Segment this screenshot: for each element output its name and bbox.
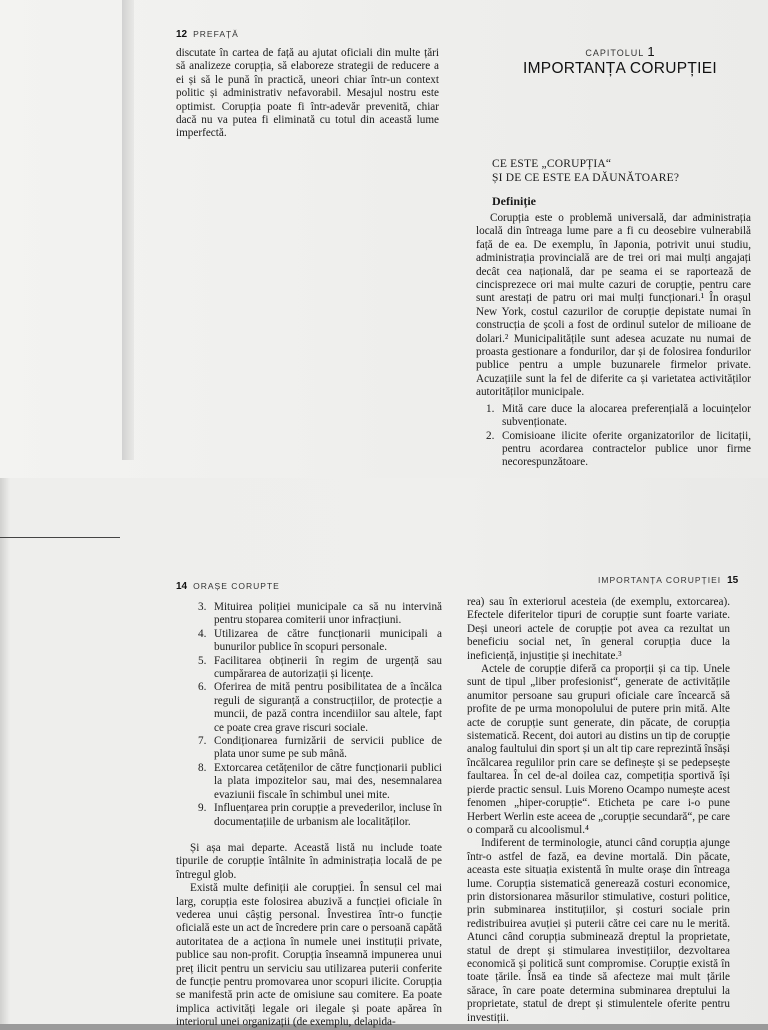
running-head-title: IMPORTANȚA CORUPȚIEI (598, 575, 722, 585)
list-item-number: 7. (198, 735, 207, 748)
section-heading (492, 157, 752, 185)
chapter-title: IMPORTANȚA CORUPȚIEI (522, 60, 718, 77)
body-paragraph: Indiferent de terminologie, atunci când corupția ajunge într-o astfel de fază, ea devine mortală. Din păcate, aceasta este situația existentă în multe orașe din întreaga lume. Corupția sistematică generează costuri economice, prin distorsionarea măsurilor stimulative, costuri politice, prin subminarea instituțiilor, și costuri sociale prin redistribuirea avuției și puterii către cei care nu le merită. Atunci când corupția subminează dreptul la proprietate, statul de drept și stimularea investițiilor, dezvoltarea economică și politică sunt compromise. Corupție există în toate țările. Însă ea tinde să afecteze mai mult țările sărace, în care poate determina subminarea dreptului la proprietate, statul de drept și stimulentele oferite pentru investiții. (467, 837, 730, 1024)
page-number: 14 (176, 581, 188, 592)
list-item-number: 9. (198, 802, 207, 815)
running-head-title: ORAȘE CORUPTE (193, 581, 280, 591)
chapter-number: 1 (647, 44, 655, 59)
list-item (198, 628, 442, 655)
running-head-title: PREFAȚĂ (193, 29, 239, 39)
list-item-text: Utilizarea de către funcționarii municipali a bunurilor publice în scopuri personale. (214, 627, 442, 654)
bottom-left-body (176, 601, 442, 1030)
subheading-definitie: Definiție (492, 194, 536, 208)
running-head-page-14 (176, 581, 280, 592)
list-item-number: 3. (198, 601, 207, 613)
section-heading-line1: CE ESTE „CORUPȚIA“ (492, 158, 612, 170)
list-item (198, 802, 442, 829)
page-number: 15 (727, 575, 739, 586)
list-item (198, 681, 442, 735)
chapter-paragraph: Corupția este o problemă universală, dar administrația locală din întreaga lume pare a fi cu deosebire vulnerabilă față de ea. De exemplu, în Japonia, potrivit unui studiu, administrația provincială are de trei ori mai mulți angajați decât cea națională, dar pe seama ei se raportează de cincisprezece ori mai multe cazuri de corupție, pentru care sunt arestați de patru ori mai mulți funcționari.¹ În orașul New York, costul cazurilor de corupție depistate numai în construcția de școli a fost de ordinul sutelor de milioane de dolari.² Municipalitățile sunt adesea acuzate nu numai de proasta gestionare a fondurilor, dar și de folosirea fondurilor publice pentru a umple buzunarele firmelor private. Acuzațiile sunt la fel de diferite ca și varietatea activităților autorităților municipale. (476, 212, 751, 399)
list-item (198, 655, 442, 682)
corruption-list-bottom (198, 601, 442, 829)
page-number: 12 (176, 29, 188, 40)
bottom-right-body (467, 596, 730, 1025)
list-item-text: Extorcarea cetățenilor de către funcționarii publici la plata impozitelor sau, mai des, nesemnalarea evaziunii fiscale în schimbul unei mite. (214, 761, 442, 801)
running-head-page-15 (598, 575, 738, 586)
list-item-text: Facilitarea obținerii în regim de urgență sau cumpărarea de autorizații și licențe. (214, 654, 442, 681)
list-item-number: 2. (486, 429, 495, 442)
preface-continuation (176, 47, 439, 141)
body-paragraph: Actele de corupție diferă ca proporții și ca tip. Unele sunt de tipul „liber profesionist“, generate de activitățile anumitor persoane sau grupuri oficiale care încearcă să profite de pe urma monopolului de putere prin mită. Alte acte de corupție sunt generate, din păcate, de corupția sistematică. Recent, doi autori au distins un tip de corupție analog faultului din sport și un alt tip care reprezintă însăși încălcarea regulilor prin care se definește și se pedepsește faultarea. În cel de-al doilea caz, competiția sportivă își pierde practic sensul. Luis Moreno Ocampo numește acest fenomen „hiper-corupție“. Eticheta pe care i-o pune Herbert Werlin este aceea de „corupție secundară“, pe care o compară cu alcoolismul.⁴ (467, 663, 730, 836)
bottom-spine-shadow (0, 478, 10, 1024)
list-item-text: Mituirea poliției municipale ca să nu intervină pentru stoparea comiterii unor infracțiuni. (214, 601, 442, 627)
list-item-number: 1. (486, 402, 495, 415)
chapter-label (520, 44, 720, 59)
page-edge-line (0, 537, 120, 538)
corruption-list-top (486, 403, 751, 470)
body-paragraph: Există multe definiții ale corupției. În sensul cel mai larg, corupția este folosirea abuzivă a funcției oficiale în vederea unui câștig personal. Învestirea într-o funcție oficială este un act de încredere prin care o persoană capătă autoritatea de a acționa în numele unei instituții private, publice sau non-profit. Corupția înseamnă impunerea unui preț ilicit pentru un serviciu sau utilizarea puterii conferite de funcție pentru promovarea unor scopuri ilicite. Corupția se manifestă prin acte de omisiune sau comitere. Ea poate implica activități legale ori ilegale și poate apărea în interiorul unei organizații (de exemplu, delapida- (176, 882, 442, 1029)
list-item (486, 403, 751, 430)
list-item-number: 5. (198, 654, 207, 667)
list-item-text: Comisioane ilicite oferite organizatorilor de licitații, pentru acordarea contractelor publice unor firme necorespunzătoare. (502, 429, 751, 469)
list-item (198, 762, 442, 802)
list-item-text: Mită care duce la alocarea preferențială a locuințelor subvenționate. (502, 402, 751, 429)
preface-paragraph: discutate în cartea de față au ajutat oficiali din multe țări să analizeze corupția, să elaboreze strategii de reducere a ei și să le pună în practică, uneori chiar într-un context politic și administrativ nefavorabil. Mesajul nostru este optimist. Corupția poate fi într-adevăr prevenită, chiar dacă nu va putea fi eliminată cu totul din această lume imperfectă. (176, 47, 439, 140)
list-item-number: 4. (198, 627, 207, 640)
list-item-number: 8. (198, 761, 207, 774)
list-item (198, 735, 442, 762)
list-item-number: 6. (198, 681, 207, 694)
list-item-text: Condiționarea furnizării de servicii publice de plata unor sume pe sub mână. (214, 735, 442, 761)
list-item-text: Oferirea de mită pentru posibilitatea de a încălca reguli de siguranță a construcțiilor, de protecție a muncii, de pază contra incendiilor sau altele, fapt ce poate crea grave riscuri sociale. (214, 681, 442, 734)
top-spine-shadow (122, 0, 134, 460)
chapter-body (476, 212, 751, 470)
chapter-label-text: CAPITOLUL (585, 48, 644, 58)
body-paragraph: rea) sau în exteriorul acesteia (de exemplu, extorcarea). Efectele diferitelor tipuri de corupție sunt foarte variate. Deși uneori actele de corupție pot avea ca rezultat un beneficiu social net, în general corupția duce la ineficiență, injustiție și inechitate.³ (467, 596, 730, 662)
list-item (486, 430, 751, 470)
running-head-page-12 (176, 29, 239, 40)
list-item-text: Influențarea prin corupție a prevederilor, incluse în documentațiile de urbanism ale localităților. (214, 802, 442, 828)
body-paragraph: Și așa mai departe. Această listă nu include toate tipurile de corupție întâlnite în administrația locală de pe întregul glob. (176, 841, 442, 881)
section-heading-line2: ȘI DE CE ESTE EA DĂUNĂTOARE? (492, 172, 680, 184)
list-item (198, 601, 442, 628)
